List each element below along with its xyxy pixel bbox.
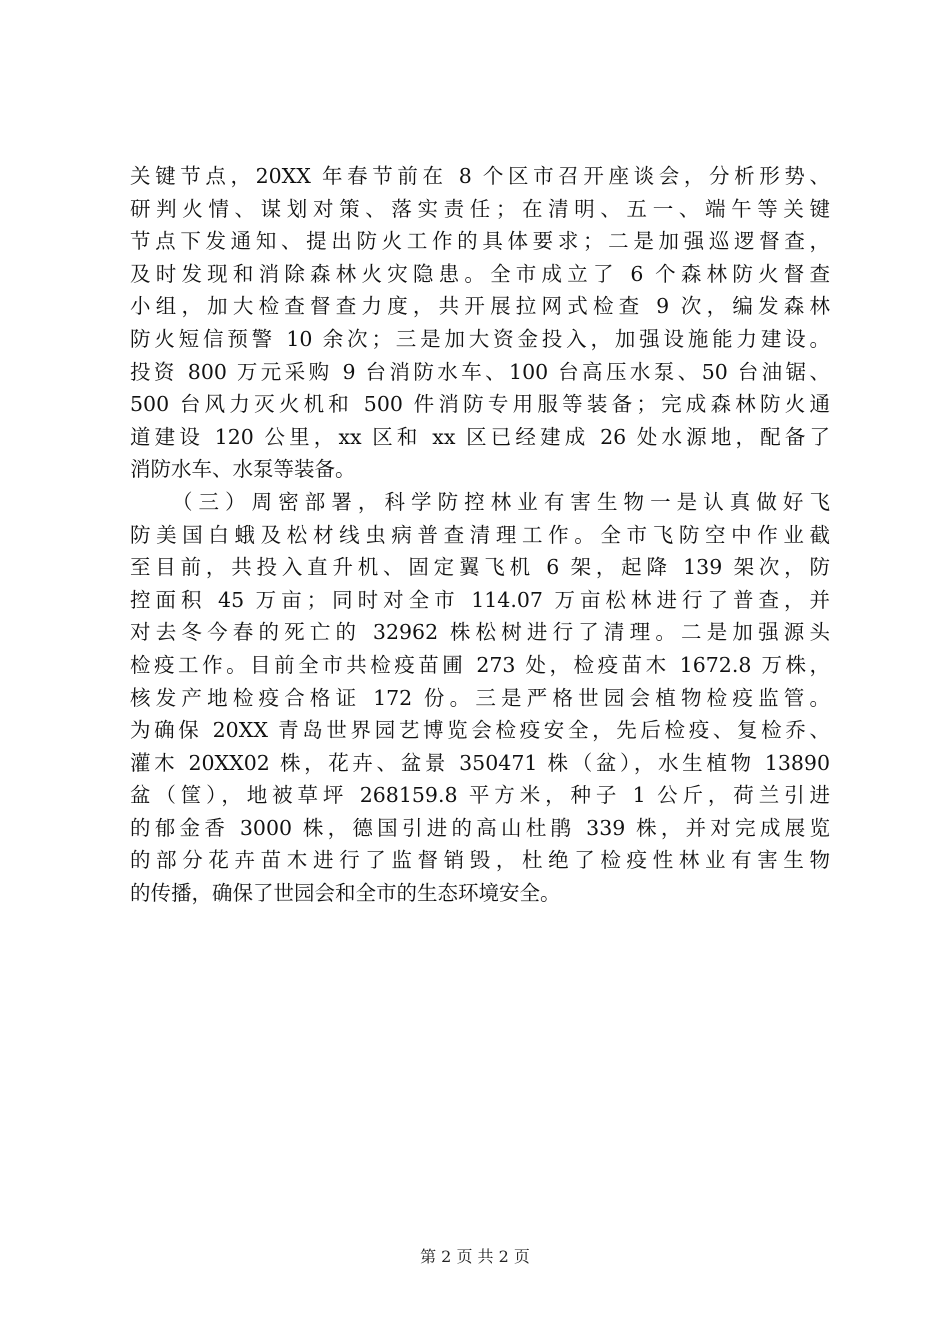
text-line: 小组，加大检查督查力度，共开展拉网式检查 9 次，编发森林 xyxy=(130,294,830,319)
text-line: 核发产地检疫合格证 172 份。三是严格世园会植物检疫监管。 xyxy=(130,685,830,710)
text-line: 研判火情、谋划对策、落实责任；在清明、五一、端午等关键 xyxy=(130,196,830,221)
text-line: 及时发现和消除森林火灾隐患。全市成立了 6 个森林防火督查 xyxy=(130,261,830,286)
page-footer: 第 2 页 共 2 页 xyxy=(420,1247,530,1266)
text-line: 为确保 20XX 青岛世界园艺博览会检疫安全，先后检疫、复检乔、 xyxy=(130,718,830,743)
text-line: 的传播，确保了世园会和全市的生态环境安全。 xyxy=(130,881,561,906)
text-line: 的郁金香 3000 株，德国引进的高山杜鹃 339 株，并对完成展览 xyxy=(130,815,830,840)
text-line: 关键节点，20XX 年春节前在 8 个区市召开座谈会，分析形势、 xyxy=(130,164,830,188)
text-line: 控面积 45 万亩；同时对全市 114.07 万亩松林进行了普查，并 xyxy=(130,587,830,612)
text-line: 检疫工作。目前全市共检疫苗圃 273 处，检疫苗木 1672.8 万株， xyxy=(130,652,830,677)
text-line: 投资 800 万元采购 9 台消防水车、100 台高压水泵、50 台油锯、 xyxy=(130,359,830,384)
text-line: 灌木 20XX02 株，花卉、盆景 350471 株（盆），水生植物 13890 xyxy=(130,750,830,775)
text-line: 防火短信预警 10 余次；三是加大资金投入，加强设施能力建设。 xyxy=(130,326,830,351)
document-body xyxy=(130,160,830,910)
text-line: 的部分花卉苗木进行了监督销毁，杜绝了检疫性林业有害生物 xyxy=(130,848,830,873)
text-line: 对去冬今春的死亡的 32962 株松树进行了清理。二是加强源头 xyxy=(130,620,830,645)
text-line: 至目前，共投入直升机、固定翼飞机 6 架，起降 139 架次，防 xyxy=(130,555,830,580)
text-line: 500 台风力灭火机和 500 件消防专用服等装备；完成森林防火通 xyxy=(130,392,830,417)
text-line: 节点下发通知、提出防火工作的具体要求；二是加强巡逻督查， xyxy=(130,229,830,254)
text-line: 道建设 120 公里，xx 区和 xx 区已经建成 26 处水源地，配备了 xyxy=(130,424,830,449)
text-line: 防美国白蛾及松材线虫病普查清理工作。全市飞防空中作业截 xyxy=(130,522,830,547)
text-line: （三）周密部署，科学防控林业有害生物一是认真做好飞 xyxy=(172,489,830,514)
text-line: 盆（筐），地被草坪 268159.8 平方米，种子 1 公斤，荷兰引进 xyxy=(130,783,830,808)
text-line: 消防水车、水泵等装备。 xyxy=(130,457,356,482)
